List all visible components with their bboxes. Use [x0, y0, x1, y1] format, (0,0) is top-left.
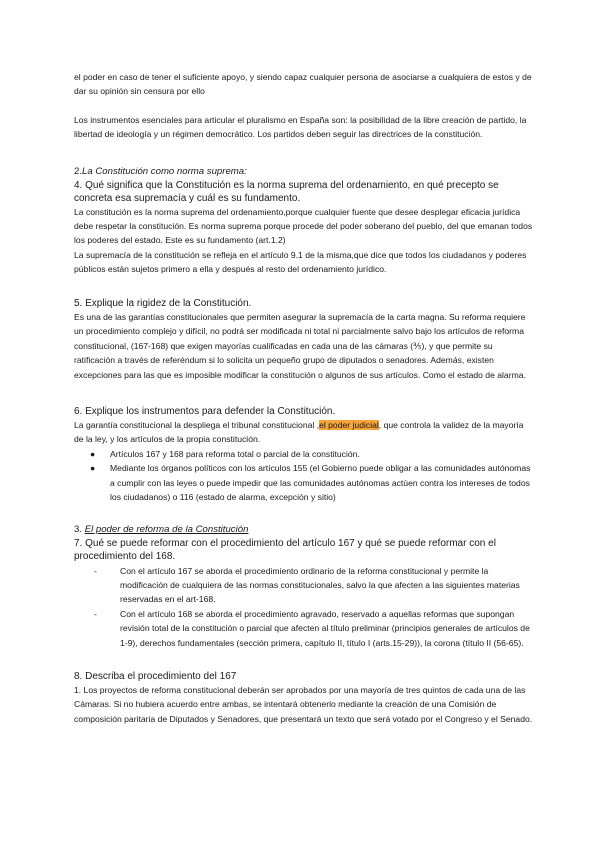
- question-7: 7. Qué se puede reformar con el procedimiento del artículo 167 y qué se puede reformar con el procedimiento del 168.: [74, 537, 496, 562]
- intro-paragraph-1: el poder en caso de tener el suficiente apoyo, y siendo capaz cualquier persona de asociarse a cualquiera de estos y de dar su opinión sin censura por ello: [74, 72, 532, 97]
- question-6: 6. Explique los instrumentos para defender la Constitución.: [74, 406, 336, 417]
- question-6-block: [74, 405, 534, 504]
- bullet-list: [74, 447, 534, 505]
- intro-paragraph-2: Los instrumentos esenciales para articular el pluralismo en España son: la posibilidad de la libre creación de partido, la libertad de ideología y un régimen democrático. Los partidos deben seguir las directrices de la constitución.: [74, 115, 527, 140]
- question-8-block: [74, 670, 534, 726]
- question-8: 8. Describa el procedimiento del 167: [74, 671, 237, 682]
- dash-list: [74, 564, 534, 650]
- section-2-heading: 2.La Constitución como norma suprema:: [74, 166, 247, 177]
- section-3: [74, 524, 534, 650]
- list-item: - Con el artículo 168 se aborda el procedimiento agravado, reservado a aquellas reformas que supongan revisión total de la constitución o parcial que afecten al título preliminar (principios generales de artículos de 1-9), derechos fundamentales (sección primera, capítulo II, título I (arts.15-29)), la corona (título II (56-65).: [94, 608, 530, 648]
- answer-6: La garantía constitucional la despliega el tribunal constitucional ,el poder judicial, que controla la validez de la mayoría de la ley, y los artículos de la propia constitución.: [74, 420, 524, 445]
- list-item: ● Artículos 167 y 168 para reforma total o parcial de la constitución.: [90, 448, 360, 459]
- question-4: 4. Qué significa que la Constitución es la norma suprema del ordenamiento, en qué precepto se concreta esa supremacía y cuál es su fundamento.: [74, 179, 499, 204]
- question-5-block: [74, 297, 534, 382]
- section-2: [74, 166, 534, 277]
- answer-4-part-1: La constitución es la norma suprema del ordenamiento,porque cualquier fuente que desee desplegar eficacia jurídica debe respetar la constitución. Es norma suprema porque procede del poder soberano del pueblo, del que emanan todos los poderes del estado. Este es su fundamento (art.1.2): [74, 206, 533, 246]
- list-item: - Con el artículo 167 se aborda el procedimiento ordinario de la reforma constitucional y permite la modificación de cualquiera de las normas constitucionales, salvo la que afecten a las siguientes materias reservadas en el art-168.: [94, 565, 520, 605]
- answer-5: Es una de las garantías constitucionales que permiten asegurar la supremacía de la carta magna. Su reforma requiere un procedimiento complejo y difícil, no podrá ser modificada ni total ni parcialmente salvo bajo los artículos de reforma constitucional, (167-168) que exigen mayorías cualificadas en cada una de las cámaras (⅗), y que permite su ratificación a través de referéndum si lo solicita un pequeño grupo de diputados o senadores. Además, existen excepciones para las que es imposible modificar la constitución o algunos de sus artículos. Como el estado de alarma.: [74, 312, 526, 380]
- highlighted-text: el poder judicial: [319, 420, 379, 430]
- question-5: 5. Explique la rigidez de la Constitución.: [74, 298, 252, 309]
- section-3-heading: 3. El poder de reforma de la Constitución: [74, 524, 249, 535]
- list-item: ● Mediante los órganos políticos con los artículos 155 (el Gobierno puede obligar a las comunidades autónomas a cumplir con las leyes o puede impedir que las comunidades autónomas actúen contra los intereses de todos los ciudadanos) o 116 (estado de alarma, excepción y sitio): [90, 463, 531, 503]
- answer-4-part-2: La supremacía de la constitución se refleja en el artículo 9.1 de la misma,que dice que todos los ciudadanos y poderes públicos están sujetos primero a ella y después al resto del ordenamiento jurídico.: [74, 249, 527, 275]
- answer-8: 1. Los proyectos de reforma constitucional deberán ser aprobados por una mayoría de tres quintos de cada una de las Cámaras. Si no hubiera acuerdo entre ambas, se intentará obtenerlo mediante la creación de una Comisión de composición paritaria de Diputados y Senadores, que presentará un texto que será votado por el Congreso y el Senado.: [74, 685, 533, 724]
